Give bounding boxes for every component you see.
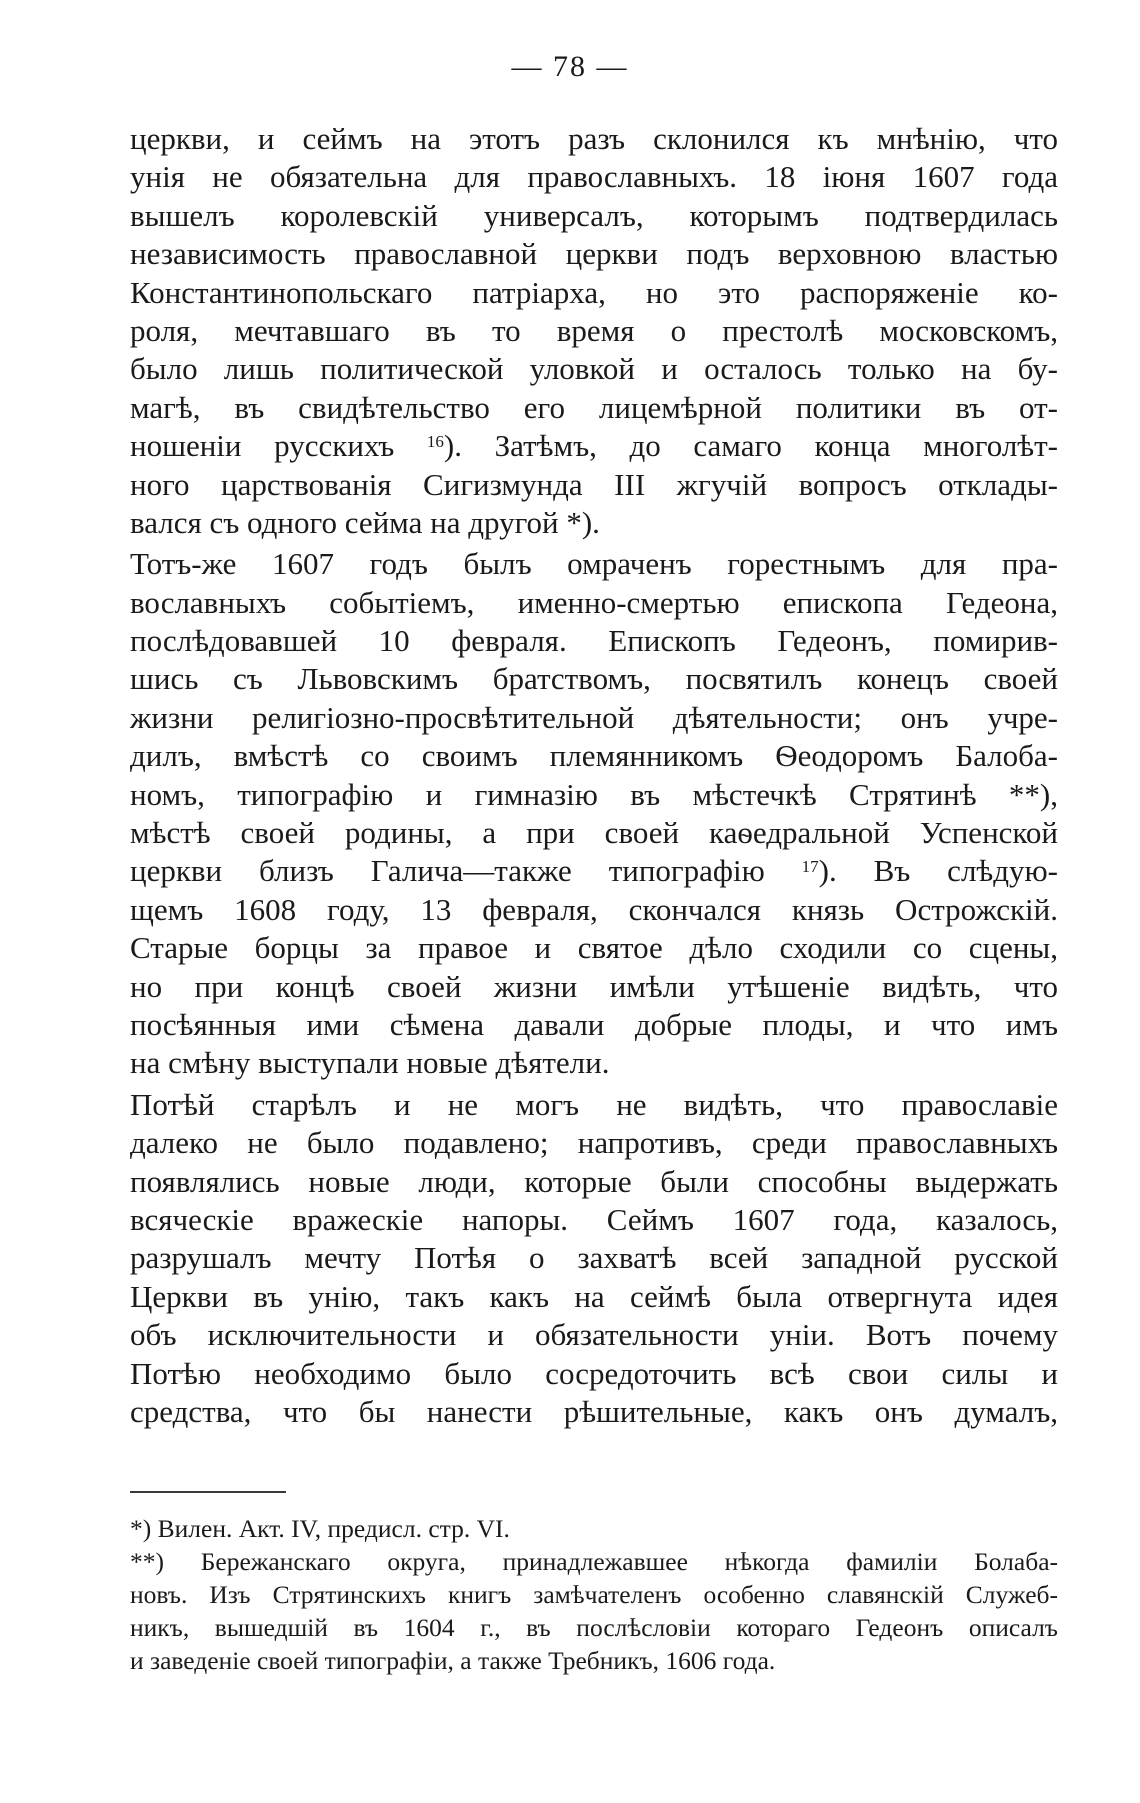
text-line: посѣянныя ими сѣмена давали добрые плоды, и что имъ <box>130 1006 1058 1042</box>
text-line: всяческіе вражескіе напоры. Сеймъ 1607 года, казалось, <box>130 1201 1058 1237</box>
text-segment: ). Затѣмъ, до самаго конца многолѣт- <box>443 428 1059 464</box>
text-line: шись съ Львовскимъ братствомъ, посвятилъ конецъ своей <box>130 661 1058 697</box>
text-segment: ). Въ слѣдую- <box>818 853 1058 889</box>
text-line: объ исключительности и обязательности уніи. Вотъ почему <box>130 1317 1058 1353</box>
text-line: Церкви въ унію, такъ какъ на сеймѣ была отвергнута идея <box>130 1278 1058 1314</box>
footnote-line: и заведеніе своей типографіи, а также Требникъ, 1606 года. <box>130 1646 776 1675</box>
footnote-line: новъ. Изъ Стрятинскихъ книгъ замѣчателенъ особенно славянскій Служеб- <box>130 1580 1058 1609</box>
text-line <box>130 427 1058 465</box>
text-line: далеко не было подавлено; напротивъ, среди православныхъ <box>130 1125 1058 1161</box>
text-line: Константинопольскаго патріарха, но это распоряженіе ко- <box>130 274 1058 310</box>
text-line: номъ, типографію и гимназію въ мѣстечкѣ Стрятинѣ **), <box>130 776 1058 812</box>
text-line: Потѣю необходимо было сосредоточить всѣ свои силы и <box>130 1355 1058 1391</box>
reference-16: 16 <box>426 432 444 452</box>
text-line: появлялись новые люди, которые были способны выдержать <box>130 1163 1058 1199</box>
text-line: Старые борцы за правое и святое дѣло сходили со сцены, <box>130 930 1058 966</box>
text-line: послѣдовавшей 10 февраля. Епископъ Гедеонъ, помирив- <box>130 623 1058 659</box>
text-line: Потѣй старѣлъ и не могъ не видѣть, что православіе <box>130 1086 1058 1122</box>
text-line: дилъ, вмѣстѣ со своимъ племянникомъ Ѳеодоромъ Балоба- <box>130 738 1058 774</box>
footnotes <box>130 1512 1058 1677</box>
text-line: на смѣну выступали новые дѣятели. <box>130 1045 610 1081</box>
text-line: Тотъ-же 1607 годъ былъ омраченъ горестнымъ для пра- <box>130 546 1058 582</box>
page-number: — 78 — <box>511 50 629 83</box>
text-line: магѣ, въ свидѣтельство его лицемѣрной политики въ от- <box>130 389 1058 425</box>
text-line: независимость православной церкви подъ верховною властью <box>130 236 1058 272</box>
text-line: но при концѣ своей жизни имѣли утѣшеніе видѣть, что <box>130 968 1058 1004</box>
reference-17: 17 <box>801 857 819 877</box>
text-line: вался съ одного сейма на другой *). <box>130 504 600 540</box>
text-line: средства, что бы нанести рѣшительные, какъ онъ думалъ, <box>130 1393 1058 1429</box>
text-line: щемъ 1608 году, 13 февраля, скончался князь Острожскій. <box>130 891 1058 927</box>
footnote-divider <box>130 1491 286 1493</box>
text-line: роля, мечтавшаго въ то время о престолѣ московскомъ, <box>130 312 1058 348</box>
text-line: мѣстѣ своей родины, а при своей каѳедральной Успенской <box>130 815 1058 851</box>
text-line: жизни религіозно-просвѣтительной дѣятельности; онъ учре- <box>130 699 1058 735</box>
text-line: унія не обязательна для православныхъ. 18 іюня 1607 года <box>130 159 1058 195</box>
text-line: разрушалъ мечту Потѣя о захватѣ всей западной русской <box>130 1240 1058 1276</box>
footnote-line: никъ, вышедшій въ 1604 г., въ послѣсловіи котораго Гедеонъ описалъ <box>130 1613 1058 1642</box>
text-line: вославныхъ событіемъ, именно-смертью епископа Гедеона, <box>130 584 1058 620</box>
footnote-line: **) Бережанскаго округа, принадлежавшее нѣкогда фамиліи Болаба- <box>130 1547 1058 1576</box>
text-line: вышелъ королевскій универсалъ, которымъ подтвердилась <box>130 197 1058 233</box>
text-segment: ношеніи русскихъ <box>130 428 427 464</box>
text-line <box>130 852 1058 890</box>
text-line: было лишь политической уловкой и осталось только на бу- <box>130 351 1058 387</box>
footnote-line: *) Вилен. Акт. IV, предисл. стр. VI. <box>130 1514 510 1543</box>
main-text <box>130 120 1058 1431</box>
text-segment: церкви близъ Галича—также типографію <box>130 853 802 889</box>
text-line: церкви, и сеймъ на этотъ разъ склонился къ мнѣнію, что <box>130 121 1058 156</box>
text-line: ного царствованія Сигизмунда III жгучій вопросъ отклады- <box>130 466 1058 502</box>
